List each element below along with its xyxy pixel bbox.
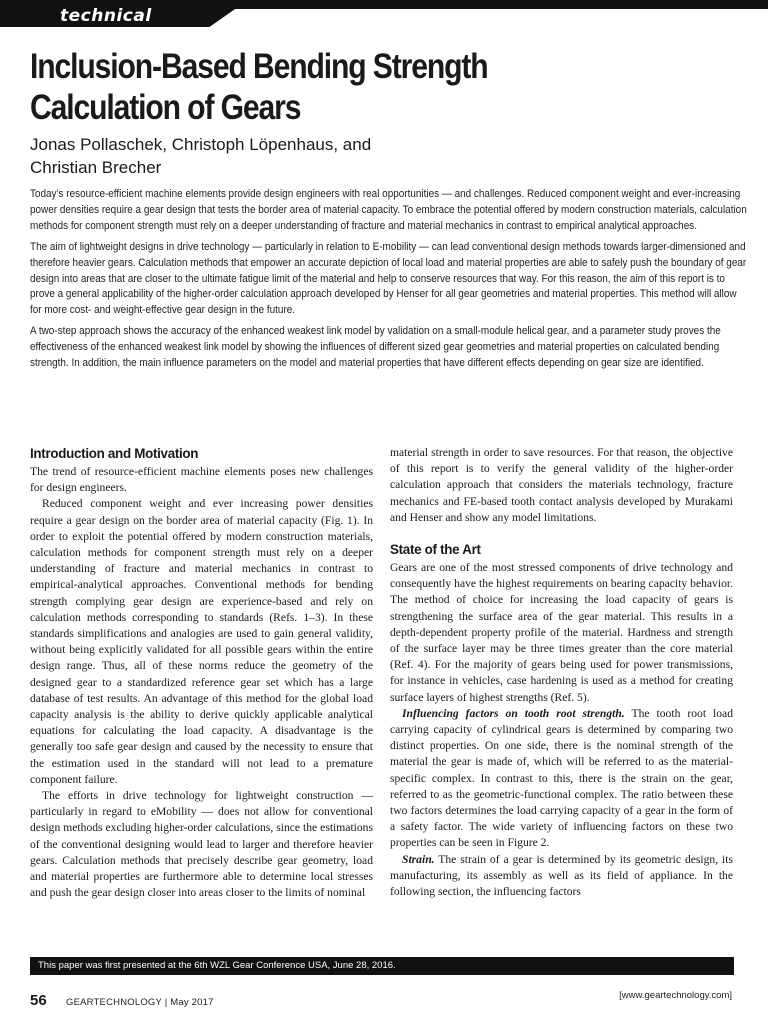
abstract bbox=[30, 187, 750, 377]
paragraph-text: The strain of a gear is determined by its geometric design, its manufacturing, its assembly as well as its field of appliance. In the following section, the influencing factors bbox=[390, 852, 733, 899]
abstract-paragraph: The aim of lightweight designs in drive technology — particularly in relation to E-mobility — can lead conventional design methods towards larger-dimensioned and therefore heavier gears. Calculation methods that empower an accurate depiction of local load and material properties are able to safely push the boundary of gear design into areas that are closer to the ultimate fatigue limit of the material and help to conserve resources that way. For this reason, the aim of this report is to prove a general applicability of the higher-order calculation approach developed by Henser for all gear geometries and material properties. This method will allow for more cost- and weight-effective gear design in the future. bbox=[30, 240, 747, 317]
runin-heading: Influencing factors on tooth root strength. bbox=[402, 706, 625, 720]
body-paragraph: material strength in order to save resources. For that reason, the objective of this report is to verify the general validity of the higher-order calculation approach that considers the materials technology, fracture mechanics and FE-based tooth contact analysis developed by Murakami and Henser and show any model limitations. bbox=[390, 446, 733, 524]
author-line: Christian Brecher bbox=[30, 158, 162, 177]
article-title-line: Calculation of Gears bbox=[30, 88, 301, 127]
article-title-line: Inclusion-Based Bending Strength bbox=[30, 47, 488, 86]
section-tab-label: technical bbox=[60, 6, 152, 26]
journal-url: [www.geartechnology.com] bbox=[619, 990, 732, 1001]
journal-name: GEARTECHNOLOGY | May 2017 bbox=[66, 997, 214, 1008]
page-number: 56 bbox=[30, 992, 47, 1009]
article-title bbox=[30, 46, 632, 128]
body-paragraph: Reduced component weight and ever increasing power densities require a gear design on the border area of material capacity (Fig. 1). In order to exploit the potential offered by modern construction materials, calculation methods for component strength must rely on a deeper understanding of fracture and material mechanics in contrast to empirical-analytical approaches. Conventional methods for bending strength complying gear design are experience-based and rely on calculation methods corresponding to standards (Refs. 1–3). In these standards simplifications and analogies are used to gain general validity, without being explicitly validated for all possible gears within the entire design range. Thus, all of these norms reduce the geometry of the designed gear to a standardized reference gear set which has a large database of test results. An advantage of this method for the global load capacity analysis is the ability to derive quickly applicable analytical equations for calculating the load capacity. A disadvantage is the generally too safe gear design and caused by the necessity to ensure that the estimation used in the standard will not lead to a premature component failure. bbox=[30, 497, 373, 786]
footnote-text: This paper was first presented at the 6th WZL Gear Conference USA, June 28, 2016. bbox=[38, 960, 396, 971]
abstract-paragraph: A two-step approach shows the accuracy of the enhanced weakest link model by validation on a small-module helical gear, and a parameter study proves the effectiveness of the enhanced weakest link model by showing the influences of different sized gear geometries and material properties on calculated bending strength. In addition, the main influence parameters on the model and material properties that have different effects depending on gear size are identified. bbox=[30, 325, 721, 370]
abstract-paragraph: Today’s resource-efficient machine elements provide design engineers with real opportunities — and challenges. Reduced component weight and ever-increasing power densities require a gear design that tests the border area of material capacity. To embrace the potential offered by modern construction materials, calculation methods for component strength must rely on a deeper understanding of fracture and material mechanics in contrast to empirical analytical approaches. bbox=[30, 188, 747, 232]
body-paragraph: The trend of resource-efficient machine elements poses new challenges for design engineers. bbox=[30, 465, 373, 495]
body-paragraph: The efforts in drive technology for lightweight construction — particularly in regard to eMobility — does not allow for conventional design methods excluding higher-order calculations, since the estimations of the conventional designing would lead to larger and therefore heavier gears. Calculation methods that precisely describe gear geometry, load and material properties are furthermore able to determine local stresses and push the gear design closer into areas closer to the limits of nominal bbox=[30, 789, 373, 900]
paragraph-text: The tooth root load carrying capacity of cylindrical gears is determined by comparing two distinct properties. On one side, there is the nominal strength of the material the gear is made of, which will be referred to as the material-specific complex. In contrast to this, there is the strain on the gear, referred to as the geometric-functional complex. The ratio between these two factors determines the load carrying capacity of a gear in the form of a safety factor. The wide variety of influencing factors on these two properties can be seen in Figure 2. bbox=[390, 706, 733, 850]
body-column-left bbox=[30, 445, 373, 901]
presentation-footnote bbox=[30, 957, 734, 975]
author-list bbox=[30, 133, 550, 179]
body-paragraph bbox=[390, 706, 733, 852]
section-header-bar bbox=[0, 0, 768, 27]
body-paragraph bbox=[390, 852, 733, 901]
section-heading-introduction: Introduction and Motivation bbox=[30, 446, 199, 461]
body-paragraph: Gears are one of the most stressed components of drive technology and consequently have the highest requirements on bearing capacity behavior. The method of choice for increasing the load capacity of gears is strengthening the surface area of the gear material. This results in a depth-dependent property profile of the material. Hardness and strength of the surface layer may be three times greater than the core material (Ref. 4). For the majority of gears being used for power transmissions, for instance in vehicles, case hardening is used as a method for creating surface layers of highest strengths (Ref. 5). bbox=[390, 561, 733, 704]
section-heading-state-of-the-art: State of the Art bbox=[390, 542, 481, 558]
body-column-right bbox=[390, 445, 733, 900]
author-line: Jonas Pollaschek, Christoph Löpenhaus, and bbox=[30, 135, 372, 154]
runin-heading: Strain. bbox=[402, 852, 435, 866]
